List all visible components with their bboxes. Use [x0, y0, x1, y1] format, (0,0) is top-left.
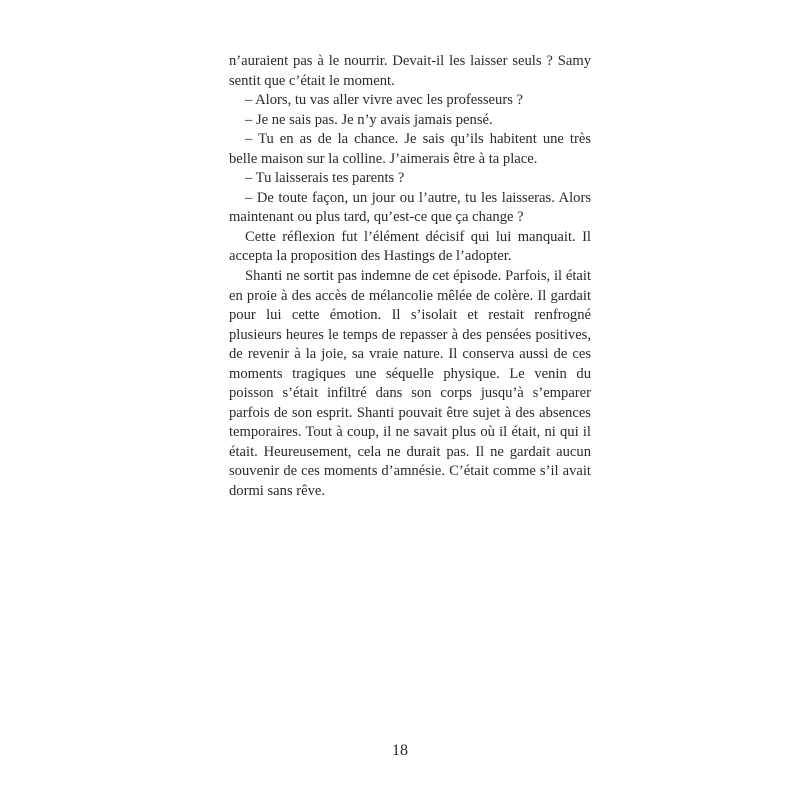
paragraph-5: – Tu laisserais tes parents ? — [245, 170, 405, 187]
paragraph-7: Cette réflexion fut l’élément décisif qui lui manquait. Il accepta la proposition des Hastings de l’adopter. — [229, 228, 591, 265]
paragraph-1: n’auraient pas à le nourrir. Devait-il les laisser seuls ? Samy sentit que c’était le moment. — [229, 53, 591, 89]
body-text — [229, 52, 591, 502]
paragraph-3: – Je ne sais pas. Je n’y avais jamais pensé. — [245, 111, 493, 128]
paragraph-2: – Alors, tu vas aller vivre avec les professeurs ? — [245, 92, 524, 109]
page-number: 18 — [392, 742, 408, 759]
paragraph-6: – De toute façon, un jour ou l’autre, tu les laisseras. Alors maintenant ou plus tard, qu’est-ce que ça change ? — [229, 189, 591, 226]
paragraph-8: Shanti ne sortit pas indemne de cet épisode. Parfois, il était en proie à des accès de mélancolie mêlée de colère. Il gardait pour lui cette émotion. Il s’isolait et restait renfrogné plusieurs heures le temps de repasser à des pensées positives, de revenir à la joie, sa vraie nature. Il conserva aussi de ces moments tragiques une séquelle physique. Le venin du poisson s’était infiltré dans son corps jusqu’à s’emparer parfois de son esprit. Shanti pouvait être sujet à des absences temporaires. Tout à coup, il ne savait plus où il était, ni qui il était. Heureusement, cela ne durait pas. Il ne gardait aucun souvenir de ces moments d’amnésie. C’était comme s’il avait dormi sans rêve. — [229, 268, 591, 500]
paragraph-4: – Tu en as de la chance. Je sais qu’ils habitent une très belle maison sur la colline. J’aimerais être à ta place. — [229, 131, 591, 167]
